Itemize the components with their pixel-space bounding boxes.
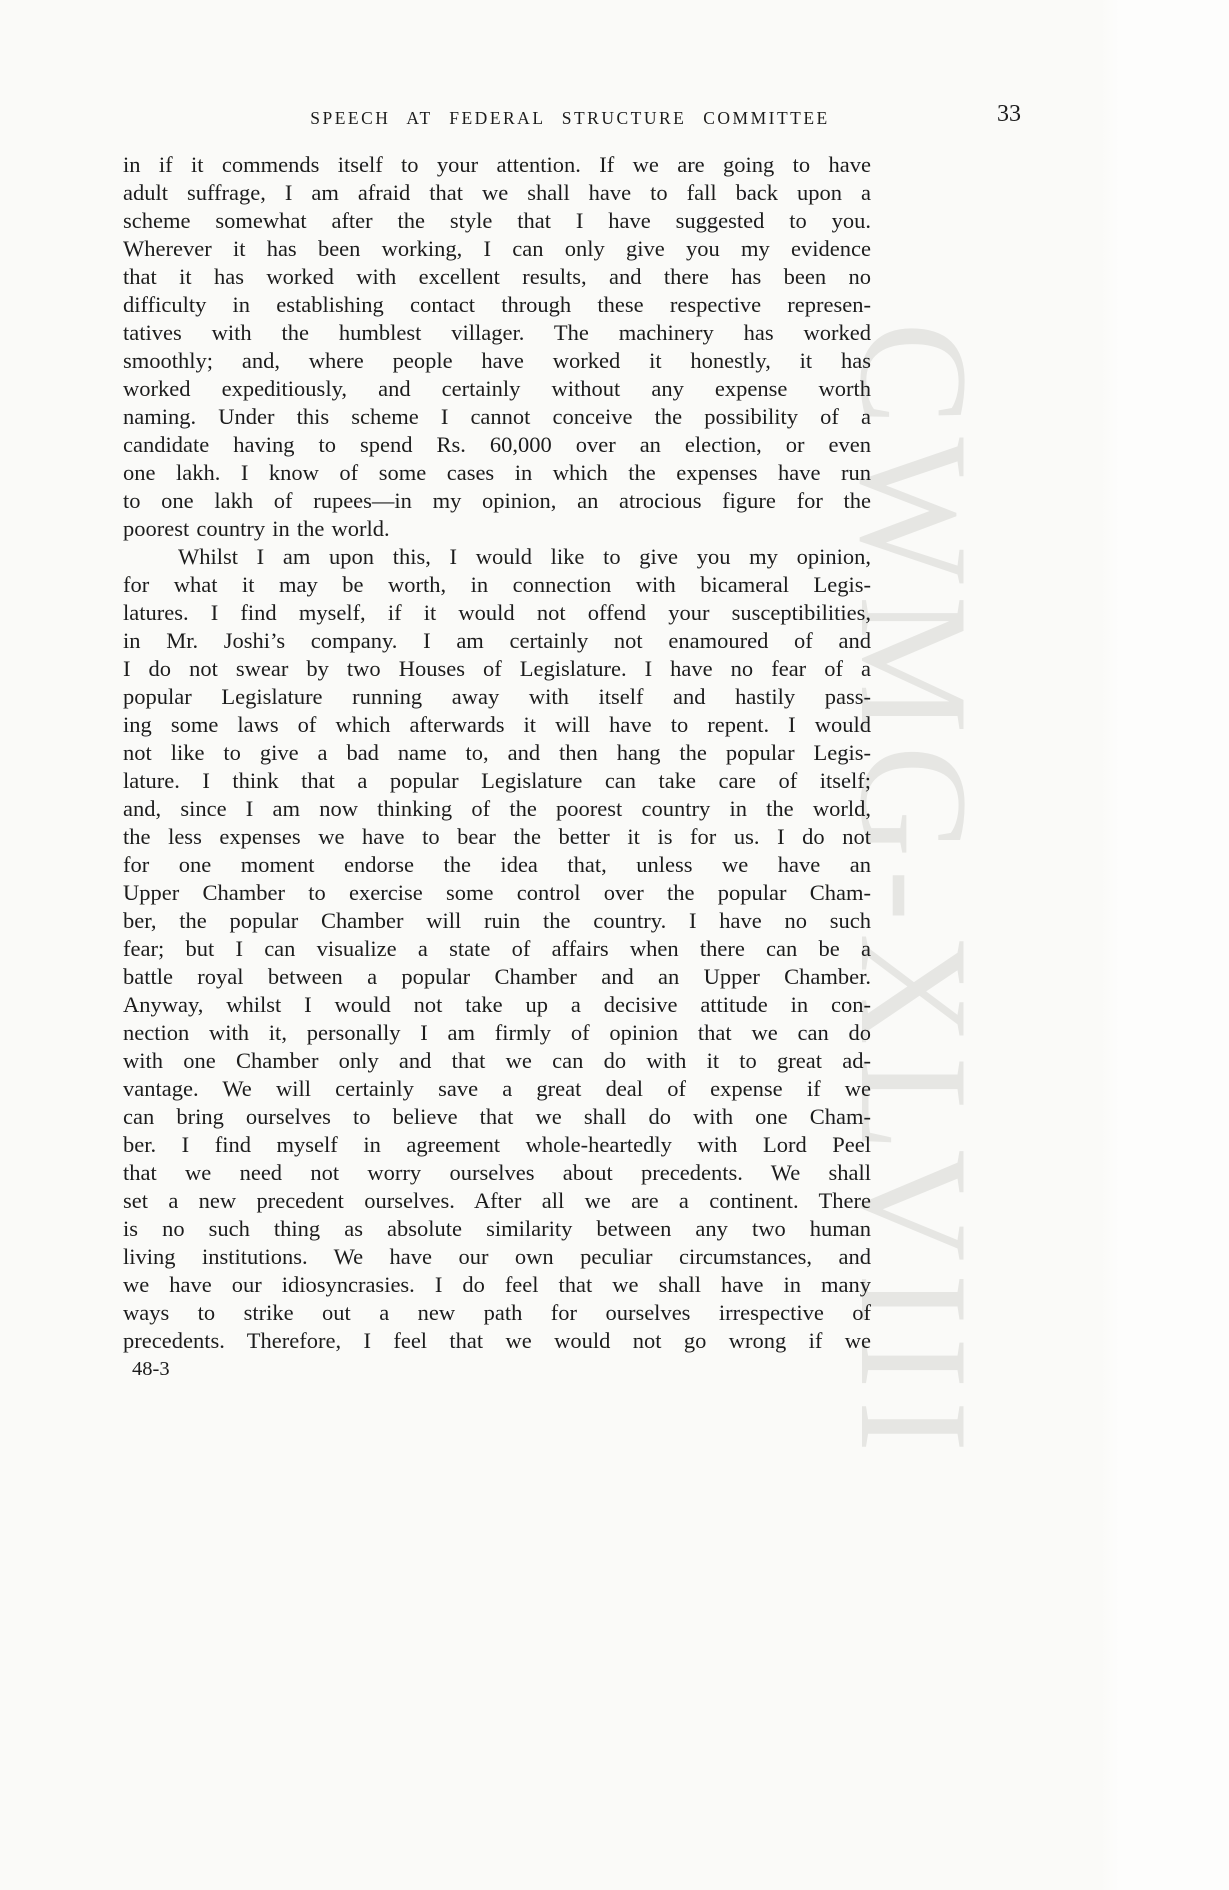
text-line: popular Legislature running away with itself and hastily pass-: [123, 684, 871, 709]
text-line: adult suffrage, I am afraid that we shall have to fall back upon a: [123, 180, 871, 205]
text-line: lature. I think that a popular Legislature can take care of itself;: [123, 768, 871, 793]
text-line: that it has worked with excellent results, and there has been no: [123, 264, 871, 289]
text-line: Whilst I am upon this, I would like to give you my opinion,: [178, 544, 871, 569]
text-line: precedents. Therefore, I feel that we would not go wrong if we: [123, 1328, 871, 1353]
footer-signature: 48-3: [132, 1358, 170, 1380]
text-line: and, since I am now thinking of the poorest country in the world,: [123, 796, 871, 821]
text-line: scheme somewhat after the style that I have suggested to you.: [123, 208, 871, 233]
text-line: ing some laws of which afterwards it will have to repent. I would: [123, 712, 871, 737]
text-line: fear; but I can visualize a state of affairs when there can be a: [123, 936, 871, 961]
volume-watermark: CWMG-XLVIII: [828, 322, 1000, 1465]
text-line: in Mr. Joshi’s company. I am certainly not enamoured of and: [123, 628, 871, 653]
text-line: tatives with the humblest villager. The machinery has worked: [123, 320, 871, 345]
text-line: smoothly; and, where people have worked it honestly, it has: [123, 348, 871, 373]
text-line: to one lakh of rupees—in my opinion, an atrocious figure for the: [123, 488, 871, 513]
text-line: we have our idiosyncrasies. I do feel that we shall have in many: [123, 1272, 871, 1297]
text-line: one lakh. I know of some cases in which the expenses have run: [123, 460, 871, 485]
text-line: candidate having to spend Rs. 60,000 over an election, or even: [123, 432, 871, 457]
text-line: for one moment endorse the idea that, unless we have an: [123, 852, 871, 877]
text-line: that we need not worry ourselves about precedents. We shall: [123, 1160, 871, 1185]
body-text: [123, 151, 871, 1355]
text-line: Upper Chamber to exercise some control over the popular Cham-: [123, 880, 871, 905]
text-line: vantage. We will certainly save a great deal of expense if we: [123, 1076, 871, 1101]
text-line: naming. Under this scheme I cannot conceive the possibility of a: [123, 404, 871, 429]
text-line: in if it commends itself to your attention. If we are going to have: [123, 152, 871, 177]
page-number: 33: [997, 101, 1021, 127]
text-line: not like to give a bad name to, and then hang the popular Legis-: [123, 740, 871, 765]
text-line: Wherever it has been working, I can only give you my evidence: [123, 236, 871, 261]
text-line: I do not swear by two Houses of Legislature. I have no fear of a: [123, 656, 871, 681]
text-line: with one Chamber only and that we can do with it to great ad-: [123, 1048, 871, 1073]
text-line: poorest country in the world.: [123, 516, 390, 541]
text-line: ber, the popular Chamber will ruin the country. I have no such: [123, 908, 871, 933]
text-line: Anyway, whilst I would not take up a decisive attitude in con-: [123, 992, 871, 1017]
text-line: ber. I find myself in agreement whole-heartedly with Lord Peel: [123, 1132, 871, 1157]
text-line: latures. I find myself, if it would not offend your susceptibilities,: [123, 600, 871, 625]
running-head: SPEECH AT FEDERAL STRUCTURE COMMITTEE: [310, 108, 830, 128]
text-line: the less expenses we have to bear the better it is for us. I do not: [123, 824, 871, 849]
text-line: can bring ourselves to believe that we shall do with one Cham-: [123, 1104, 871, 1129]
text-line: worked expeditiously, and certainly without any expense worth: [123, 376, 871, 401]
text-line: for what it may be worth, in connection with bicameral Legis-: [123, 572, 871, 597]
text-line: ways to strike out a new path for ourselves irrespective of: [123, 1300, 871, 1325]
text-line: living institutions. We have our own peculiar circumstances, and: [123, 1244, 871, 1269]
text-line: difficulty in establishing contact through these respective represen-: [123, 292, 871, 317]
text-line: nection with it, personally I am firmly of opinion that we can do: [123, 1020, 871, 1045]
text-line: is no such thing as absolute similarity between any two human: [123, 1216, 871, 1241]
text-line: battle royal between a popular Chamber and an Upper Chamber.: [123, 964, 871, 989]
text-line: set a new precedent ourselves. After all we are a continent. There: [123, 1188, 871, 1213]
